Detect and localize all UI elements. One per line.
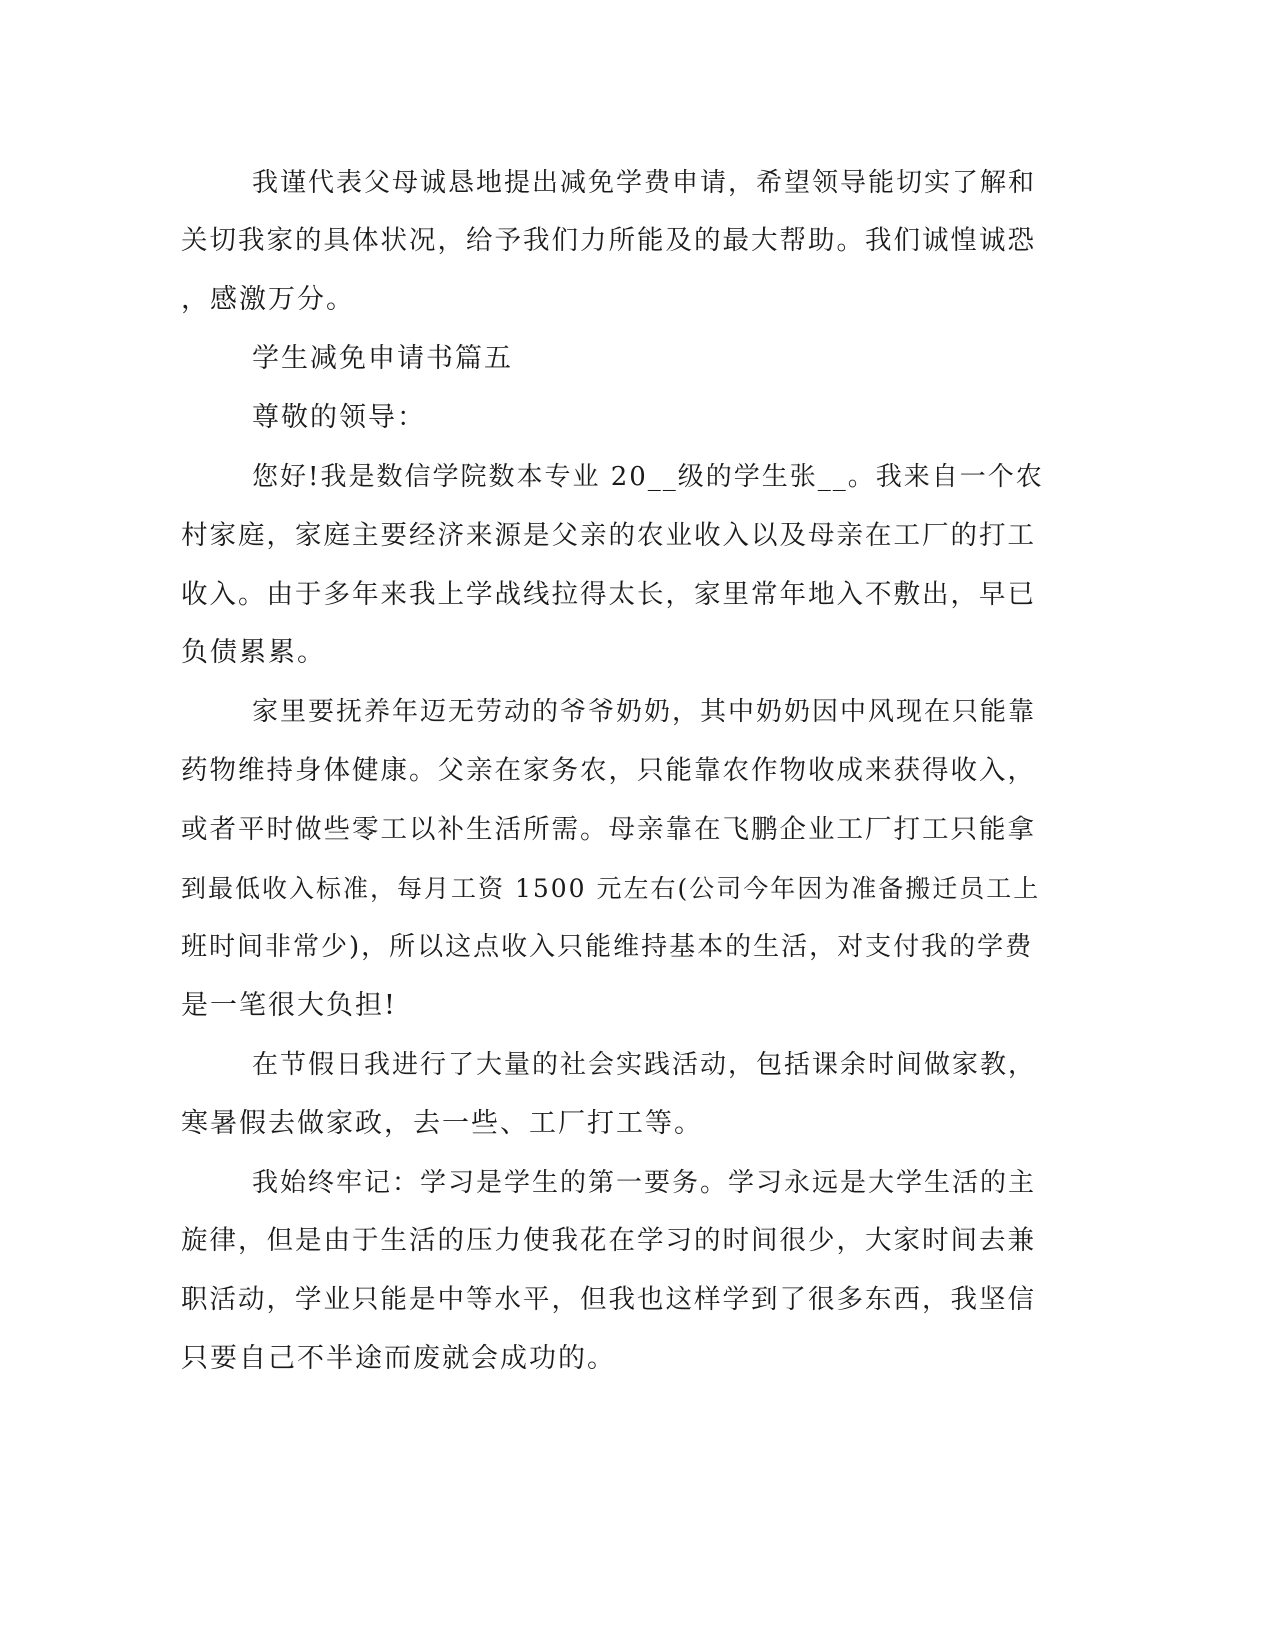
- paragraph-5-line-4: 只要自己不半途而废就会成功的。: [181, 1343, 616, 1374]
- paragraph-5-line-3: 职活动，学业只能是中等水平，但我也这样学到了很多东西，我坚信: [181, 1284, 1036, 1315]
- paragraph-4-line-2: 寒暑假去做家政，去一些、工厂打工等。: [181, 1108, 703, 1139]
- paragraph-2-line-4: 负债累累。: [181, 637, 326, 668]
- paragraph-5-line-1: 我始终牢记：学习是学生的第一要务。学习永远是大学生活的主: [252, 1168, 1037, 1198]
- paragraph-4-line-1: 在节假日我进行了大量的社会实践活动，包括课余时间做家教，: [252, 1050, 1037, 1080]
- paragraph-3-line-5: 班时间非常少)，所以这点收入只能维持基本的生活，对支付我的学费: [181, 932, 1034, 962]
- paragraph-1-line-1: 我谨代表父母诚恳地提出减免学费申请，希望领导能切实了解和: [252, 168, 1037, 198]
- paragraph-2-line-1: 您好!我是数信学院数本专业 20__级的学生张__。我来自一个农: [252, 462, 1044, 492]
- paragraph-1-line-3: ，感激万分。: [181, 284, 355, 315]
- paragraph-2-line-2: 村家庭，家庭主要经济来源是父亲的农业收入以及母亲在工厂的打工: [181, 520, 1036, 551]
- paragraph-3-line-2: 药物维持身体健康。父亲在家务农，只能靠农作物收成来获得收入，: [181, 755, 1036, 786]
- salutation: 尊敬的领导：: [252, 402, 426, 433]
- paragraph-5-line-2: 旋律，但是由于生活的压力使我花在学习的时间很少，大家时间去兼: [181, 1225, 1036, 1256]
- paragraph-3-line-4: 到最低收入标准，每月工资 1500 元左右(公司今年因为准备搬迁员工上: [181, 874, 1041, 903]
- paragraph-3-line-6: 是一笔很大负担!: [181, 990, 397, 1021]
- paragraph-3-line-3: 或者平时做些零工以补生活所需。母亲靠在飞鹏企业工厂打工只能拿: [181, 814, 1036, 845]
- paragraph-3-line-1: 家里要抚养年迈无劳动的爷爷奶奶，其中奶奶因中风现在只能靠: [252, 697, 1037, 727]
- section-heading: 学生减免申请书篇五: [252, 343, 513, 374]
- paragraph-1-line-2: 关切我家的具体状况，给予我们力所能及的最大帮助。我们诚惶诚恐: [181, 225, 1036, 256]
- paragraph-2-line-3: 收入。由于多年来我上学战线拉得太长，家里常年地入不敷出，早已: [181, 579, 1036, 610]
